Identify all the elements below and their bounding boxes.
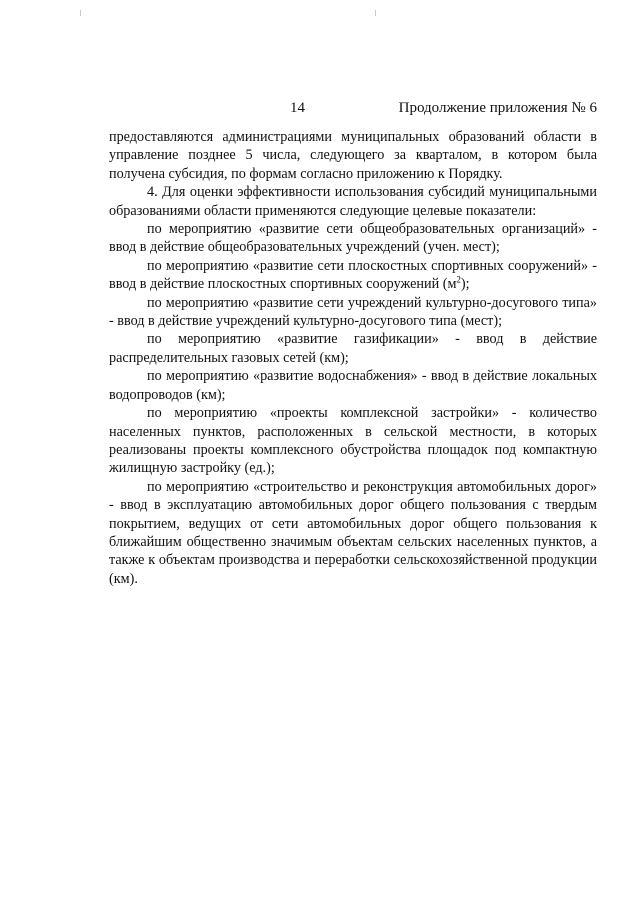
appendix-continuation-header: Продолжение приложения № 6 <box>398 100 597 116</box>
indicator-complex-development: по мероприятию «проекты комплексной застройки» - количество населенных пунктов, расположенных в сельской местности, в которых реализованы проекты комплексного обустройства площадок под компактную жилищную застройку (ед.); <box>109 405 597 477</box>
page-number: 14 <box>290 100 305 116</box>
indicator-roads: по мероприятию «строительство и реконструкция автомобильных дорог» - ввод в эксплуатацию автомобильных дорог общего пользования с твердым покрытием, ведущих от сети автомобильных дорог общего пользования к ближайшим общественно значимым объектам сельских населенных пунктов, а также к объектам производства и переработки сельскохозяйственной продукции (км). <box>109 478 597 587</box>
indicator-cultural-facilities: по мероприятию «развитие сети учреждений культурно-досугового типа» - ввод в действие учреждений культурно-досугового типа (мест); <box>109 294 597 330</box>
indicator-sports-text: по мероприятию «развитие сети плоскостных спортивных сооружений» - ввод в действие плоскостных спортивных сооружений (м <box>109 257 597 293</box>
superscript-square: 2 <box>456 274 461 285</box>
indicator-sports-end: ); <box>460 276 470 293</box>
indicator-general-education: по мероприятию «развитие сети общеобразовательных организаций» - ввод в действие общеобразовательных учреждений (учен. мест); <box>109 221 597 256</box>
paragraph-target-indicators-intro: 4. Для оценки эффективности использования субсидий муниципальными образованиями области применяются следующие целевые показатели: <box>109 184 597 219</box>
indicator-water-supply: по мероприятию «развитие водоснабжения» - ввод в действие локальных водопроводов (км); <box>109 368 597 403</box>
document-body <box>109 128 597 588</box>
paragraph-reporting-deadline: предоставляются администрациями муниципальных образований области в управление позднее 5 числа, следующего за кварталом, в котором была получена субсидия, по формам согласно приложению к Порядку. <box>109 129 597 182</box>
scan-artifact-mark <box>375 10 376 16</box>
indicator-gasification: по мероприятию «развитие газификации» - ввод в действие распределительных газовых сетей (км); <box>109 331 597 366</box>
scan-artifact-mark <box>80 10 81 16</box>
indicator-sports-facilities <box>109 257 597 294</box>
